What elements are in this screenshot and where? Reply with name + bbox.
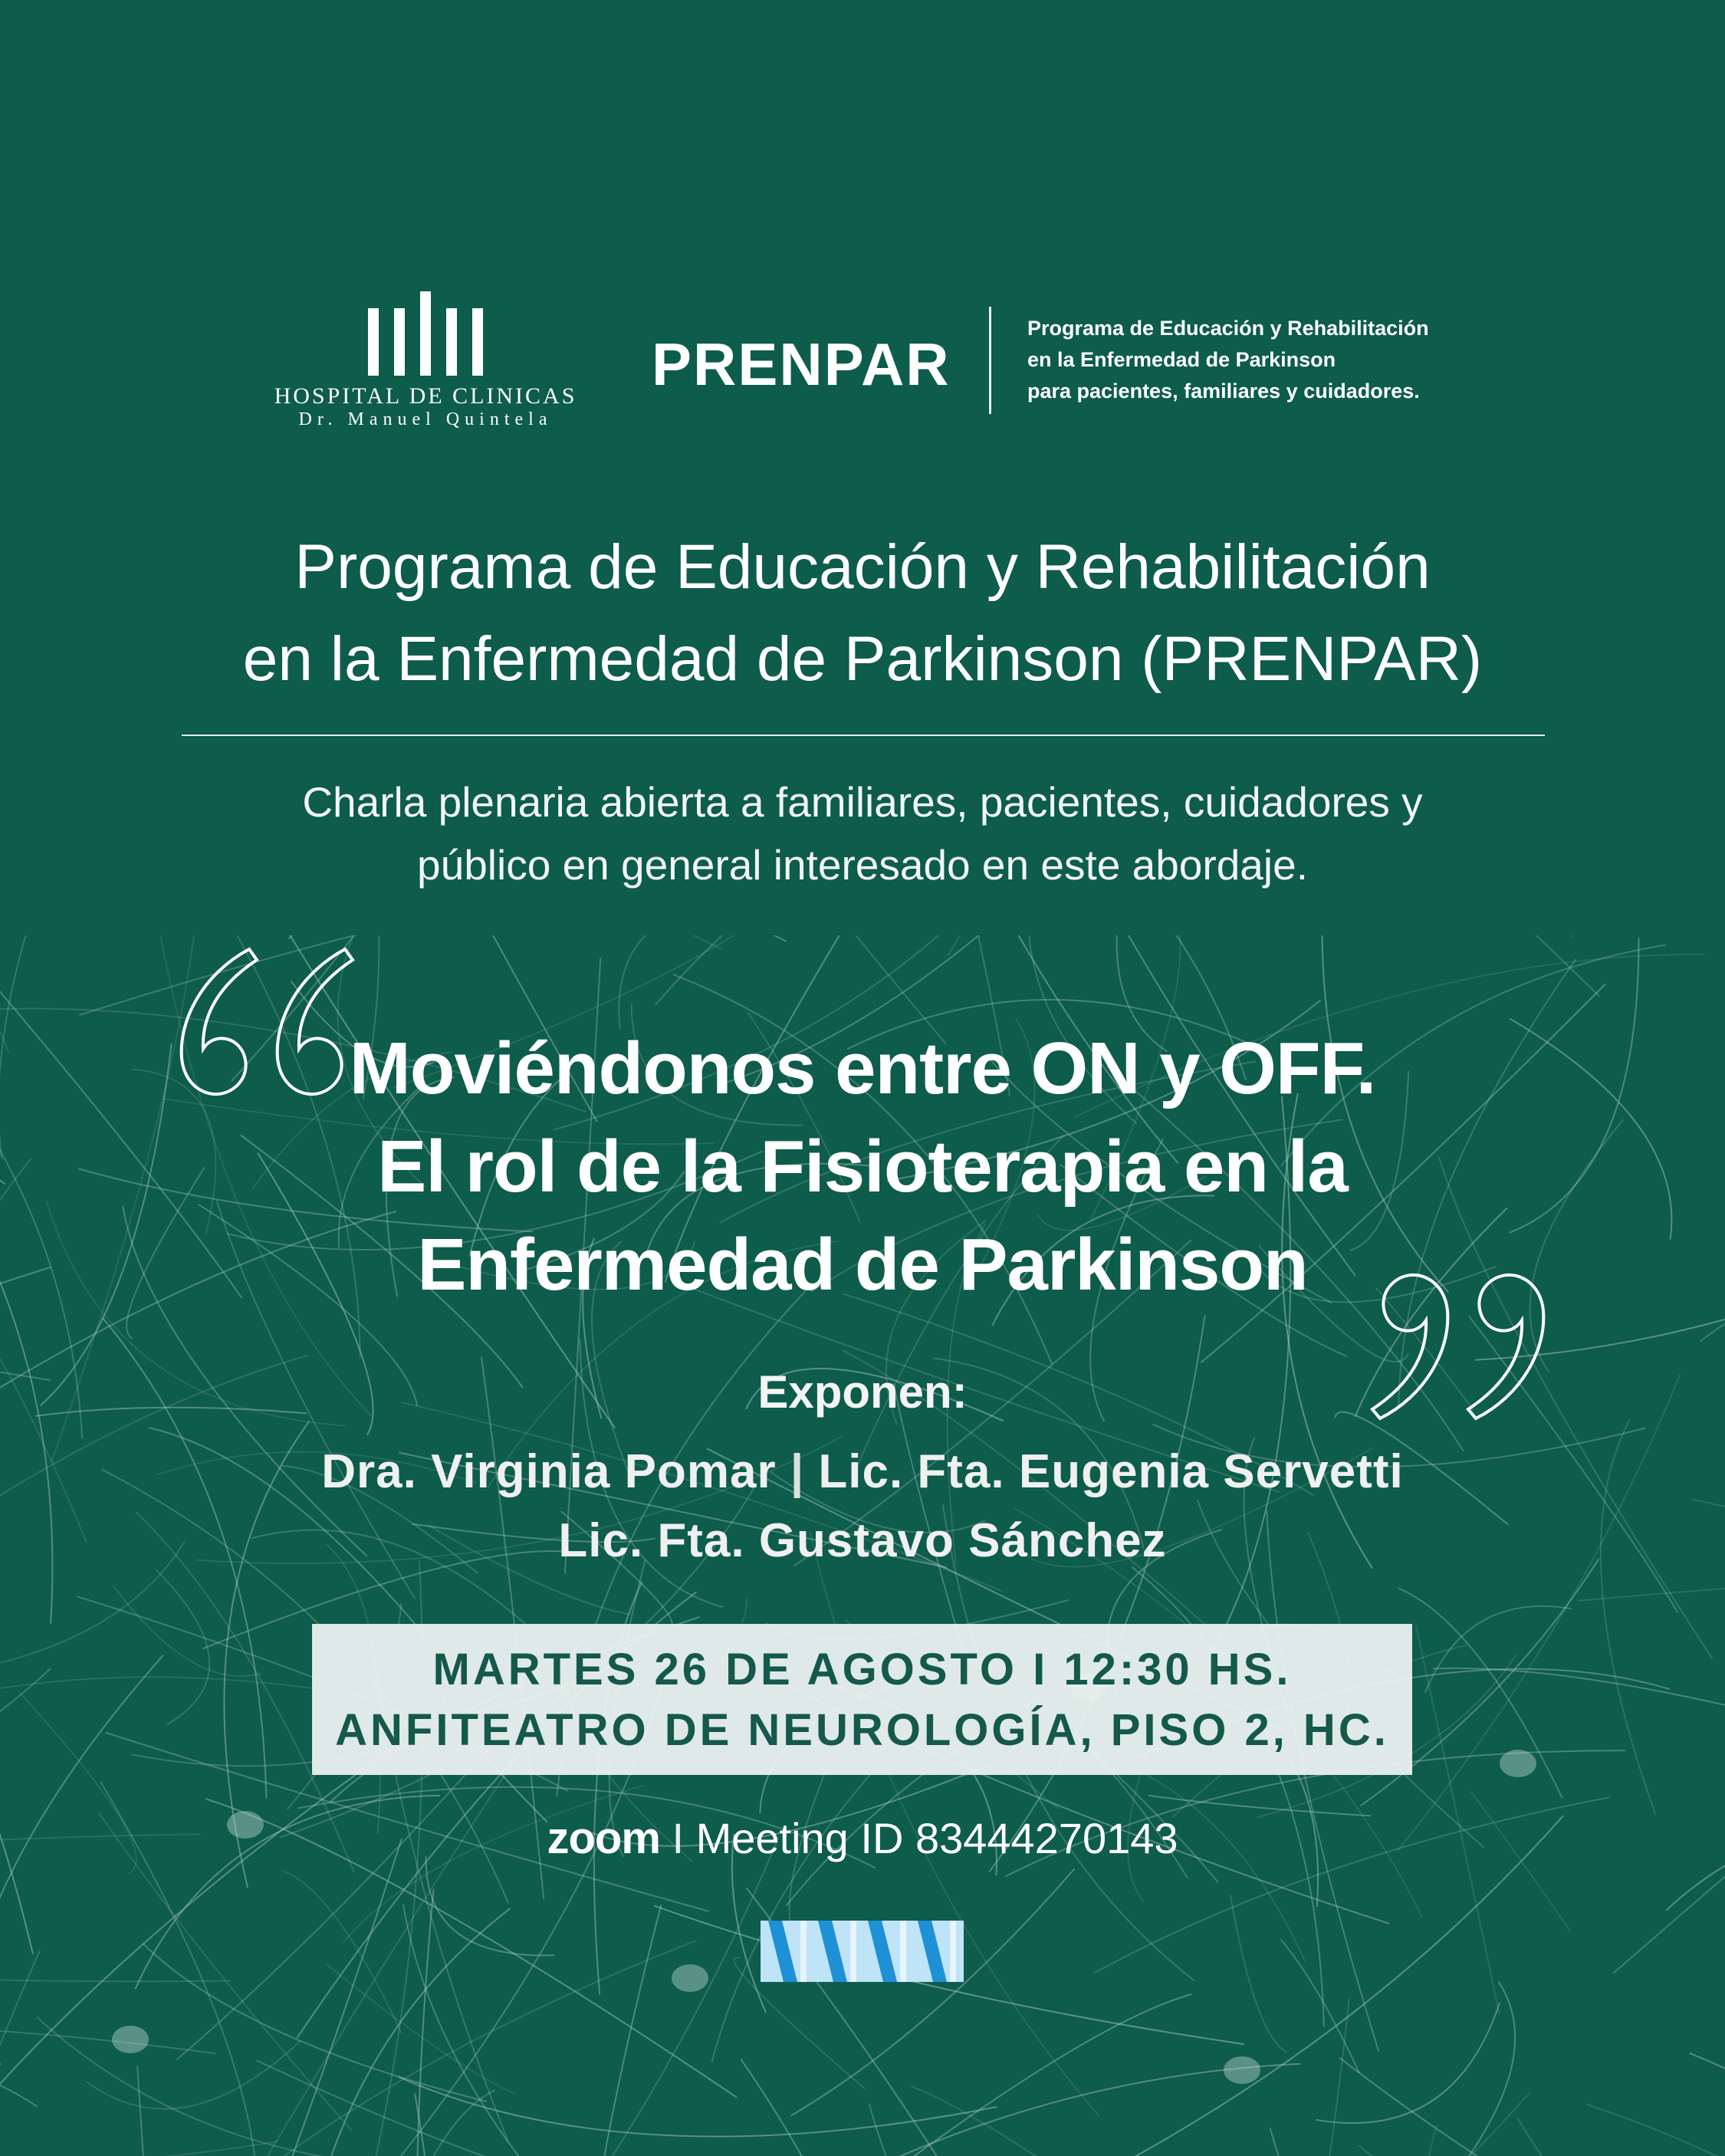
title-divider [182,735,1545,736]
neuron-fiber [1586,2105,1725,2156]
page-title-line: en la Enfermedad de Parkinson (PRENPAR) [242,624,1483,694]
intro-line: público en general interesado en este abordaje. [417,841,1308,889]
speakers-label: Exponen: [757,1366,968,1418]
talk-headline-line: El rol de la Fisioterapia en la [377,1126,1348,1208]
neuron-fiber [1378,935,1600,997]
neuron-cell [112,2026,149,2053]
zoom-separator: I [672,1814,685,1862]
neuron-fiber [1359,2145,1663,2156]
neuron-fiber [1447,1981,1515,2156]
hospital-bars-icon [368,291,483,376]
program-description-line: Programa de Educación y Rehabilitación [1027,317,1429,340]
neuron-fiber [399,2077,997,2137]
hospital-subname: Dr. Manuel Quintela [298,409,553,429]
speaker-name: Lic. Fta. Eugenia Servetti [818,1445,1404,1498]
speaker-name: Dra. Virginia Pomar [321,1445,777,1498]
neuron-fiber [1433,1668,1725,1753]
neuron-cell [1500,1750,1536,1777]
neuron-fiber [426,1856,554,1955]
speaker-separator: | [790,1445,805,1498]
talk-headline [0,1020,1725,1314]
program-description-line: para pacientes, familiares y cuidadores. [1027,380,1420,403]
neuron-fiber [0,2141,278,2156]
neuron-fiber [911,2086,1201,2156]
speaker-name: Lic. Fta. Gustavo Sánchez [558,1514,1167,1567]
neuron-fiber [415,2093,450,2156]
zoom-logo: zoom [547,1813,660,1863]
neuron-cell [1224,2056,1260,2084]
neuron-fiber [790,1868,1074,2116]
neuron-fiber [1517,2118,1725,2156]
intro-line: Charla plenaria abierta a familiares, pacientes, cuidadores y [302,778,1423,826]
neuron-fiber [869,2103,1046,2156]
speakers-line [0,1438,1725,1507]
neuron-fiber [1270,2128,1457,2156]
neuron-fiber [156,1569,210,1724]
neuron-fiber [1267,1511,1378,2052]
neuron-fiber [471,935,787,942]
program-description-line: en la Enfermedad de Parkinson [1027,348,1336,371]
neuron-cell [672,1964,708,1992]
hospital-stripes-icon [761,1921,964,1982]
neuron-fiber [570,1905,661,2156]
speakers-list [0,1438,1725,1576]
program-description [1027,313,1503,407]
hospital-name: HOSPITAL DE CLINICAS [274,383,577,409]
neuron-fiber [137,2066,182,2156]
neuron-fiber [1230,1895,1287,2052]
zoom-meeting-id: Meeting ID 83444270143 [695,1814,1178,1862]
event-location: ANFITEATRO DE NEUROLOGÍA, PISO 2, HC. [335,1705,1389,1755]
neuron-fiber [1369,935,1572,937]
event-date-time: MARTES 26 DE AGOSTO I 12:30 HS. [432,1645,1292,1694]
zoom-meeting-info [0,1809,1725,1868]
neuron-fiber [257,2060,649,2156]
header-divider [989,307,991,414]
talk-headline-line: Enfermedad de Parkinson [417,1224,1308,1306]
neuron-fiber [0,1668,51,1802]
prenpar-logo: PRENPAR [652,330,951,398]
neuron-fiber [884,1994,1192,2156]
neuron-fiber [1042,2092,1530,2156]
neuron-fiber [0,1730,418,2156]
talk-headline-line: Moviéndonos entre ON y OFF. [349,1027,1376,1109]
neuron-fiber [948,935,1034,956]
page-title [0,521,1725,705]
page-title-line: Programa de Educación y Rehabilitación [294,532,1431,602]
intro-text [0,771,1725,896]
neuron-fiber [0,2067,38,2107]
neuron-fiber [364,2090,495,2156]
neuron-fiber [1398,1588,1562,1798]
neuron-fiber [1690,2053,1725,2156]
